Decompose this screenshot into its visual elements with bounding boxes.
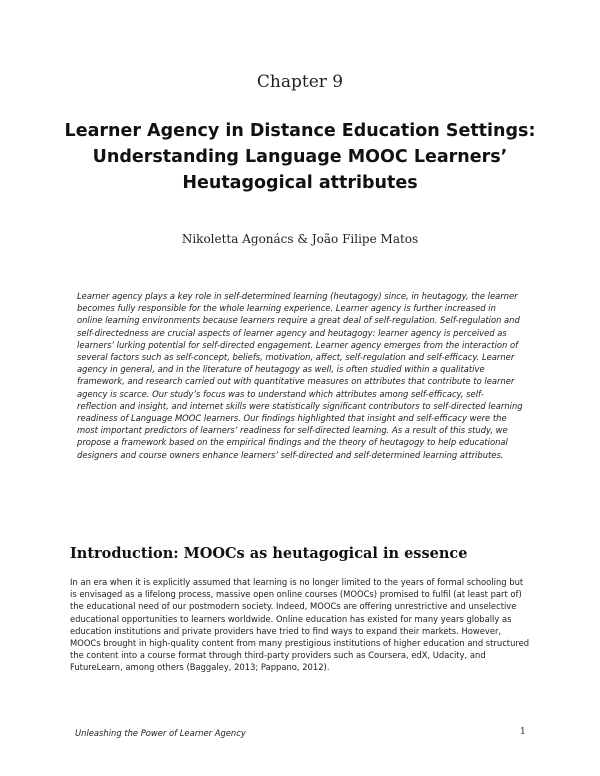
page-number: 1 bbox=[520, 727, 526, 737]
section-body: In an era when it is explicitly assumed that learning is no longer limited to the years of formal schooling but is envisaged as a lifelong process, massive open online courses (MOOCs) promised to fulfil (at least part of) the educational need of our postmodern society. Indeed, MOOCs are offering unrestrictive and unselective educational opportunities to learners worldwide. Online education has existed for many years globally as education institutions and private providers have tried to find ways to expand their markets. However, MOOCs brought in high-quality content from many prestigious institutions of higher education and structured the content into a course format through third-party providers such as Coursera, edX, Udacity, and FutureLearn, among others (Baggaley, 2013; Pappano, 2012). bbox=[70, 577, 530, 673]
section-heading: Introduction: MOOCs as heutagogical in essence bbox=[70, 545, 468, 562]
chapter-label: Chapter 9 bbox=[256, 72, 344, 92]
footer-book-title: Unleashing the Power of Learner Agency bbox=[75, 728, 246, 738]
abstract: Learner agency plays a key role in self-determined learning (heutagogy) since, in heutagogy, the learner becomes fully responsible for the whole learning experience. Learner agency is further increased in online learning environments because learners require a great deal of self-regulation. Self-regulation and self-directedness are crucial aspects of learner agency and heutagogy: learner agency is perceived as learners’ lurking potential for self-directed engagement. Learner agency emerges from the interaction of several factors such as self-concept, beliefs, motivation, affect, self-regulation and self-efficacy. Learner agency in general, and in the literature of heutagogy as well, is often studied within a qualitative framework, and research carried out with quantitative measures on attributes that contribute to learner agency is scarce. Our study’s focus was to understand which attributes among self-efficacy, self-reflection and insight, and internet skills were statistically significant contributors to self-directed learning readiness of Language MOOC learners. Our findings highlighted that insight and self-efficacy were the most important predictors of learners’ readiness for self-directed learning. As a result of this study, we propose a framework based on the empirical findings and the theory of heutagogy to help educational designers and course owners enhance learners’ self-directed and self-determined learning attributes. bbox=[77, 291, 523, 460]
chapter-title: Learner Agency in Distance Education Settings: Understanding Language MOOC Learners’ Heutagogical attributes bbox=[64, 121, 536, 193]
authors: Nikoletta Agonács & João Filipe Matos bbox=[181, 232, 419, 246]
